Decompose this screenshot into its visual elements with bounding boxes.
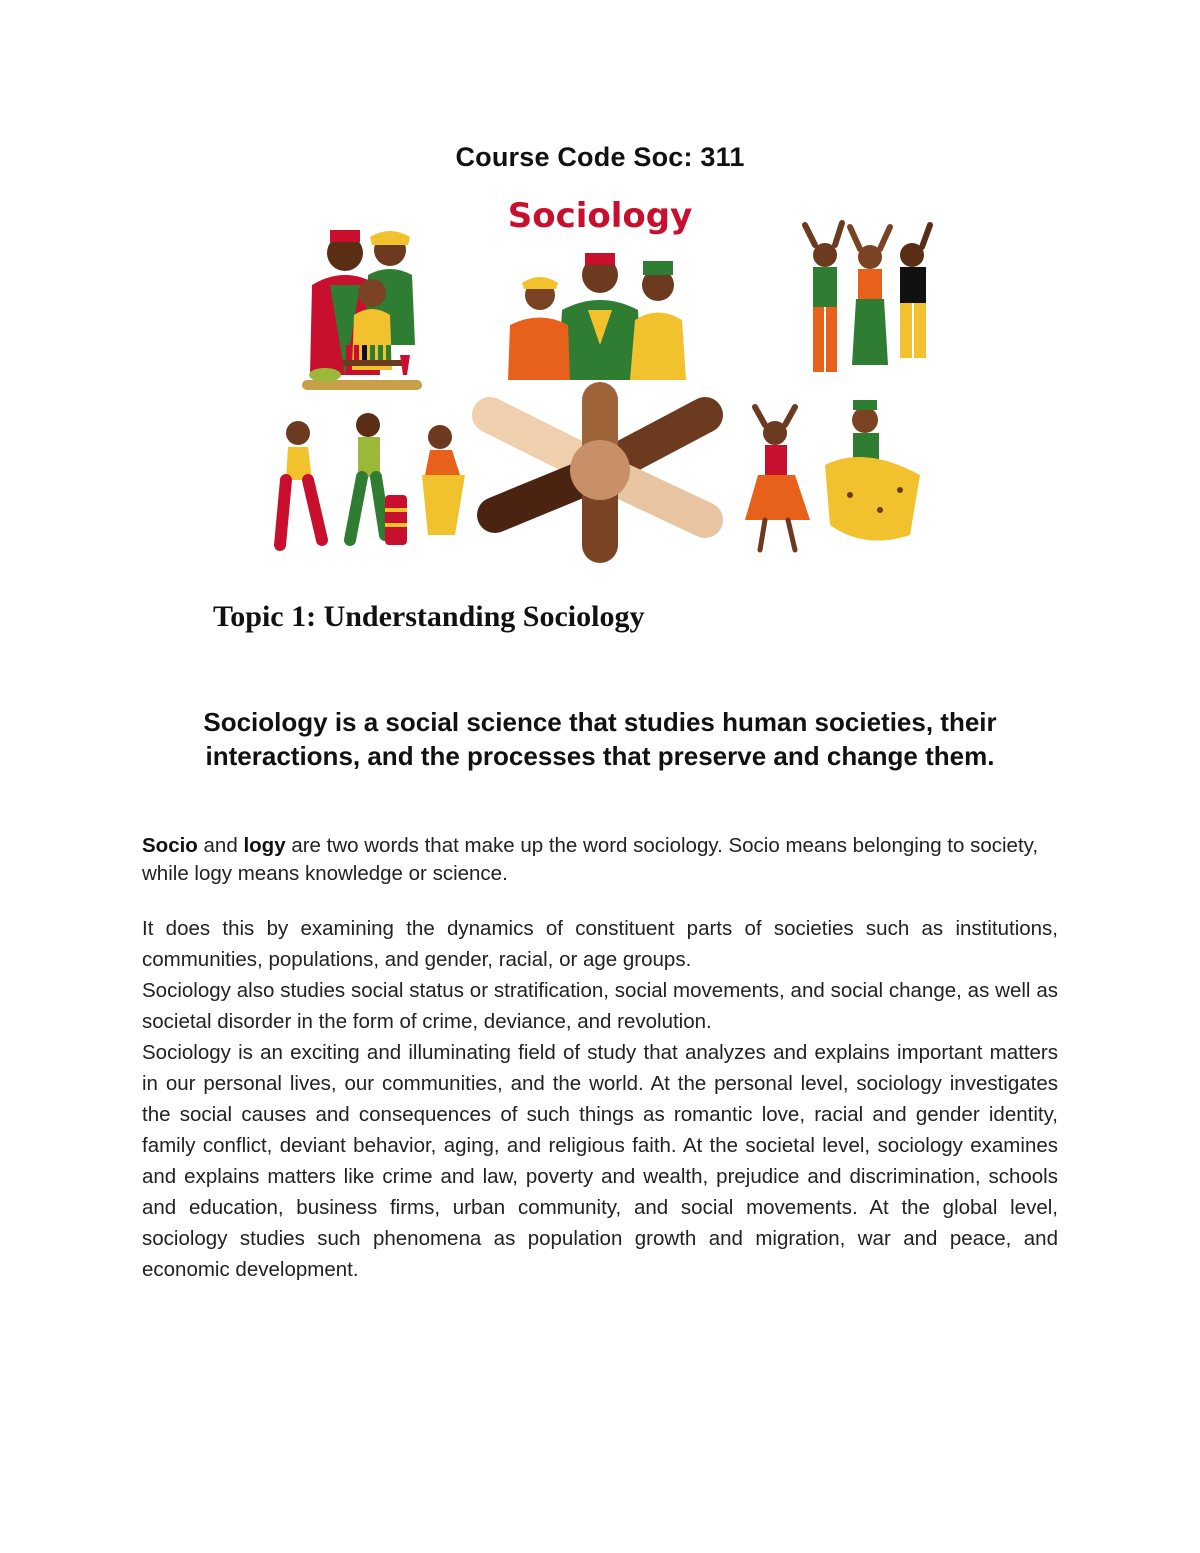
joined-hands-figure: [490, 400, 705, 545]
body-paragraph: Sociology is an exciting and illuminating field of study that analyzes and explains important matters in our personal lives, our communities, and the world. At the personal level, sociology investigates the social causes and consequences of such things as romantic love, racial and gender identity, family conflict, deviant behavior, aging, and religious faith. At the societal level, sociology examines and explains matters like crime and law, poverty and wealth, prejudice and discrimination, schools and education, business firms, urban community, and social movements. At the global level, sociology studies such phenomena as population growth and migration, war and peace, and economic development.: [142, 1041, 1058, 1281]
praying-men-figure: [508, 253, 686, 380]
topic-heading: Topic 1: Understanding Sociology: [213, 600, 645, 633]
illustration-title: Sociology: [507, 196, 693, 236]
celebrating-people-figure: [805, 223, 930, 372]
intro-word-logy: logy: [243, 834, 286, 857]
women-dancing-figure: [745, 400, 920, 550]
body-paragraph: It does this by examining the dynamics of constituent parts of societies such as institutions, communities, populations, and gender, racial, or age groups.: [142, 917, 1058, 971]
intro-and: and: [203, 834, 238, 857]
intro-paragraph: [142, 832, 1062, 888]
course-code-heading: Course Code Soc: 311: [455, 142, 745, 172]
dancers-drum-figure: [280, 413, 465, 545]
intro-rest: are two words that make up the word sociology. Socio means belonging to society, while logy means knowledge or science.: [142, 834, 1039, 885]
sociology-illustration-svg: [250, 175, 950, 565]
family-group-figure: [302, 230, 422, 390]
sociology-illustration: [250, 175, 950, 565]
body-paragraph: Sociology also studies social status or stratification, social movements, and social change, as well as societal disorder in the form of crime, deviance, and revolution.: [142, 979, 1058, 1033]
intro-word-socio: Socio: [142, 834, 198, 857]
body-text: [142, 913, 1058, 1285]
definition-text: Sociology is a social science that studies human societies, their interactions, and the processes that preserve and change them.: [203, 707, 997, 771]
